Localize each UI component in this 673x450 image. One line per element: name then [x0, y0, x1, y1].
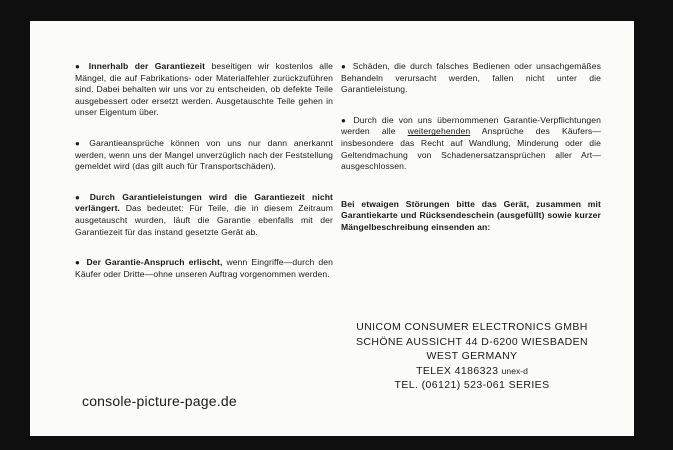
watermark-text: console-picture-page.de	[82, 393, 237, 409]
bullet-icon: ●	[75, 192, 85, 202]
underlined-word: weitergehenden	[407, 126, 471, 137]
paragraph-claims	[75, 138, 333, 173]
paragraph-warranty-period	[75, 61, 333, 119]
address-telex: TELEX 4186323	[416, 364, 499, 377]
paragraph-exclusions	[341, 115, 601, 173]
paragraph-text: Ansprüche des Käufers—insbesondere das Recht auf Wandlung, Minderung oder die Geltendmachung von Schadenersatzansprüchen aller Art—ausgeschlossen.	[341, 126, 601, 172]
address-country: WEST GERMANY	[426, 350, 518, 362]
paragraph-text: Schäden, die durch falsches Bedienen oder unsachgemäßes Behandeln verursacht werden, fallen nicht unter die Garantieleistung.	[341, 61, 601, 95]
paragraph-heading: Innerhalb der Garantiezeit	[88, 61, 206, 71]
address-telex-code: unex-d	[501, 365, 528, 376]
bullet-icon: ●	[341, 62, 348, 71]
paragraph-text: beseitigen wir kostenlos alle Mängel, die auf Fabrikations- oder Materialfehler zurückzuführen sind. Dabei behalten wir uns vor zu entscheiden, ob defekte Teile ausgebessert oder ersetzt werden. Ausgetauschte Teile gehen in unser Eigentum über.	[75, 61, 333, 118]
paragraph-return-instructions	[341, 199, 601, 234]
address-street: SCHÖNE AUSSICHT 44 D-6200 WIESBADEN	[355, 335, 589, 348]
bullet-icon: ●	[75, 258, 82, 268]
paragraph-text: Das bedeutet: Für Teile, die in diesem Zeitraum ausgetauscht wurden, läuft die Garantie ebenfalls mit der Garantiezeit für das instand gesetzte Gerät ab.	[75, 203, 333, 237]
paragraph-text: wenn Eingriffe—durch den Käufer oder Dritte—ohne unseren Auftrag vorgenommen werden.	[75, 257, 333, 279]
address-phone: TEL. (06121) 523-061 SERIES	[394, 379, 550, 391]
right-column	[341, 61, 601, 253]
paragraph-text: Bei etwaigen Störungen bitte das Gerät, zusammen mit Garantiekarte und Rücksendeschein (ausgefüllt) sowie kurzer Mängelbeschreibung einsenden an:	[341, 198, 601, 232]
bullet-icon: ●	[75, 138, 85, 148]
bullet-icon: ●	[341, 115, 349, 125]
paragraph-text: Durch die von uns übernommenen Garantie-Verpflichtungen werden alle	[341, 114, 601, 137]
bullet-icon: ●	[75, 62, 84, 71]
warranty-card	[30, 21, 634, 436]
paragraph-expiry	[75, 257, 333, 280]
address-company: UNICOM CONSUMER ELECTRONICS GMBH	[356, 321, 588, 333]
paragraph-misuse	[341, 61, 601, 96]
address-telex-line	[341, 364, 603, 379]
company-address	[341, 320, 603, 393]
paragraph-no-extension	[75, 192, 333, 238]
paragraph-heading: Der Garantie-Anspruch erlischt,	[86, 257, 223, 268]
left-column	[75, 61, 333, 299]
paragraph-heading: Durch Garantieleistungen wird die Garantiezeit nicht verlängert.	[75, 191, 334, 214]
paragraph-text: Garantieansprüche können von uns nur dann anerkannt werden, wenn uns der Mangel unverzüglich nach der Feststellung gemeldet wird (das gilt auch für Transportschäden).	[75, 137, 333, 172]
